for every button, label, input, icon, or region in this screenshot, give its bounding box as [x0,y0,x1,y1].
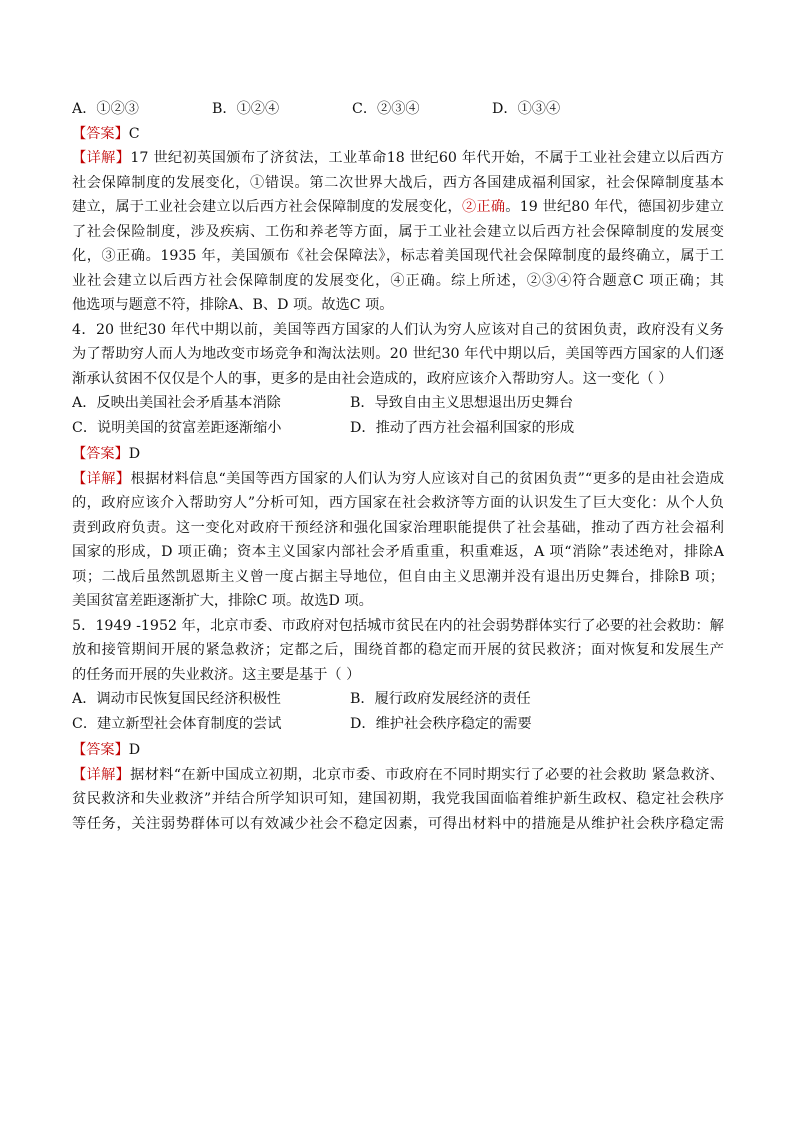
q3-options [72,97,724,122]
detail-line: 了社会保险制度，涉及疾病、工伤和养老等方面，属于工业社会建立以后西方社会保障制度的发展变 [72,223,724,240]
q5-options-row2 [72,712,724,737]
q5-detail [72,763,724,837]
stem-line: 为了帮助穷人而人为地改变市场竞争和淘汰法则。20 世纪30 年代中期以后，美国等西方国家的人们逐 [72,346,724,362]
detail-line: 化，③正确。1935 年，美国颁布《社会保障法》，标志着美国现代社会保障制度的最终确立，属于工 [72,248,724,264]
q4-detail [72,467,724,614]
detail-line: 贫民救济和失业救济”并结合所学知识可知，建国初期，我党我国面临着维护新生政权、稳定社会秩序 [72,791,724,807]
q3-answer [72,122,724,147]
q3-option-a[interactable]: A．①②③ [72,101,139,117]
document-page [72,97,724,836]
answer-label: 【答案】 [72,446,129,462]
detail-line: 建立，属于工业社会建立以后西方社会保障制度的发展变化，②正确。19 世纪80 年代，德国初步建立 [72,199,724,215]
detail-line: 等任务，关注弱势群体可以有效减少社会不稳定因素，可得出材料中的措施是从维护社会秩序稳定需 [72,815,724,832]
q4-options-row2 [72,416,724,441]
q5-option-b[interactable]: B．履行政府发展经济的责任 [350,691,531,707]
q4-answer [72,442,724,467]
detail-label: 【详解】 [72,470,131,487]
q5-option-c[interactable]: C．建立新型社会体育制度的尝试 [72,715,282,732]
answer-label: 【答案】 [72,742,129,758]
detail-line: 【详解】根据材料信息“美国等西方国家的人们认为穷人应该对自己的贫困负责”“更多的是由社会造成 [72,470,724,487]
stem-line: 4．20 世纪30 年代中期以前，美国等西方国家的人们认为穷人应该对自己的贫困负责，政府没有义务 [72,321,724,338]
detail-line: 【详解】17 世纪初英国颁布了济贫法，工业革命18 世纪60 年代开始，不属于工业社会建立以后西方 [72,150,724,166]
detail-line: 业社会建立以后西方社会保障制度的发展变化，④正确。综上所述，②③④符合题意C 项正确；其 [72,272,724,289]
stem-line: 放和接管期间开展的紧急救济；定都之后，围绕首都的稳定而开展的贫民救济；面对恢复和发展生产 [72,642,724,658]
detail-line: 社会保障制度的发展变化，①错误。第二次世界大战后，西方各国建成福利国家，社会保障制度基本 [72,174,724,191]
q3-option-b[interactable]: B．①②④ [212,101,280,117]
detail-line: 【详解】据材料“在新中国成立初期，北京市委、市政府在不同时期实行了必要的社会救助 紧急救济、 [72,766,724,783]
q5-option-d[interactable]: D．维护社会秩序稳定的需要 [350,715,532,732]
q4-option-c[interactable]: C．说明美国的贫富差距逐渐缩小 [72,419,282,436]
answer-label: 【答案】 [72,125,129,142]
detail-label: 【详解】 [72,150,131,166]
q4-stem [72,318,724,392]
answer-value: D [128,446,141,462]
detail-line: 他选项与题意不符，排除A、B、D 项。故选C 项。 [72,297,394,313]
stem-line: 渐承认贫困不仅仅是个人的事，更多的是由社会造成的，政府应该介入帮助穷人。这一变化（ ） [72,370,673,387]
detail-line: 国家的形成，D 项正确；资本主义国家内部社会矛盾重重，积重难返，A 项“消除”表述绝对，排除A [72,544,724,560]
q5-options-row1 [72,687,724,712]
q3-detail [72,146,724,318]
stem-line: 5．1949 -1952 年，北京市委、市政府对包括城市贫民在内的社会弱势群体实行了必要的社会救助：解 [72,617,724,634]
answer-value: C [128,125,140,142]
q3-option-c[interactable]: C．②③④ [352,101,420,117]
detail-label: 【详解】 [72,766,131,783]
stem-line: 的任务而开展的失业救济。这主要是基于（ ） [72,666,361,683]
q5-stem [72,614,724,688]
detail-line: 美国贫富差距逐渐扩大，排除C 项。故选D 项。 [72,593,373,609]
detail-line: 项；二战后虽然凯恩斯主义曾一度占据主导地位，但自由主义思潮并没有退出历史舞台，排除B 项； [72,568,724,585]
q5-answer [72,738,724,763]
q3-option-d[interactable]: D．①③④ [492,101,561,117]
detail-line: 责到政府负责。这一变化对政府干预经济和强化国家治理职能提供了社会基础，推动了西方社会福利 [72,519,724,536]
q4-option-a[interactable]: A．反映出美国社会矛盾基本消除 [72,395,281,411]
q4-options-row1 [72,391,724,416]
answer-value: D [128,742,141,758]
highlighted-text: ②正确 [461,199,506,215]
detail-line: 的，政府应该介入帮助穷人”分析可知，西方国家在社会救济等方面的认识发生了巨大变化：从个人负 [72,495,724,511]
q4-option-b[interactable]: B．导致自由主义思想退出历史舞台 [350,395,574,411]
q4-option-d[interactable]: D．推动了西方社会福利国家的形成 [350,419,575,436]
q5-option-a[interactable]: A．调动市民恢复国民经济积极性 [72,691,281,707]
